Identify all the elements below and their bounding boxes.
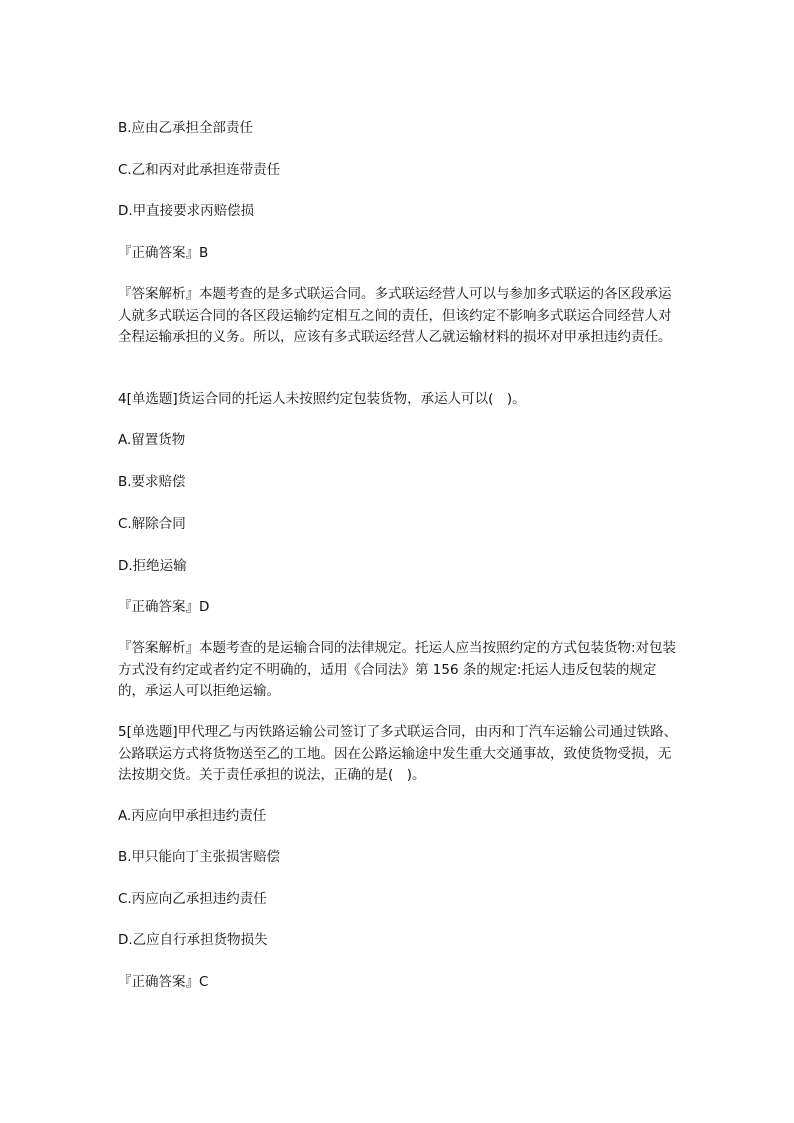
q4-option-a: A.留置货物 <box>118 432 186 448</box>
q4-question: 4[单选题]货运合同的托运人未按照约定包装货物，承运人可以( )。 <box>118 391 526 407</box>
q4-option-c: C.解除合同 <box>118 516 186 532</box>
q3-option-d: D.甲直接要求丙赔偿损 <box>118 203 255 219</box>
q3-option-b: B.应由乙承担全部责任 <box>118 120 254 136</box>
q5-option-a: A.丙应向甲承担违约责任 <box>118 808 267 824</box>
q5-answer: 『正确答案』C <box>118 974 209 990</box>
q3-option-c: C.乙和丙对此承担连带责任 <box>118 162 281 178</box>
q3-answer: 『正确答案』B <box>118 245 209 261</box>
q4-answer: 『正确答案』D <box>118 599 210 615</box>
q5-option-b: B.甲只能向丁主张损害赔偿 <box>118 849 281 865</box>
q3-explanation: 『答案解析』本题考查的是多式联运合同。多式联运经营人可以与参加多式联运的各区段承运人就多式联运合同的各区段运输约定相互之间的责任，但该约定不影响多式联运合同经营人对全程运输承担的义务。所以，应该有多式联运经营人乙就运输材料的损坏对甲承担违约责任。 <box>118 286 672 345</box>
q4-option-d: D.拒绝运输 <box>118 558 187 574</box>
q5-option-c: C.丙应向乙承担违约责任 <box>118 891 267 907</box>
q5-question: 5[单选题]甲代理乙与丙铁路运输公司签订了多式联运合同，由丙和丁汽车运输公司通过铁路、公路联运方式将货物送至乙的工地。因在公路运输途中发生重大交通事故，致使货物受损，无法按期交货。关于责任承担的说法，正确的是( )。 <box>118 724 678 783</box>
q4-explanation: 『答案解析』本题考查的是运输合同的法律规定。托运人应当按照约定的方式包装货物:对包装方式没有约定或者约定不明确的，适用《合同法》第 156 条的规定:托运人违反包装的规定的，承运人可以拒绝运输。 <box>118 640 677 699</box>
q5-option-d: D.乙应自行承担货物损失 <box>118 932 268 948</box>
q4-option-b: B.要求赔偿 <box>118 474 186 490</box>
